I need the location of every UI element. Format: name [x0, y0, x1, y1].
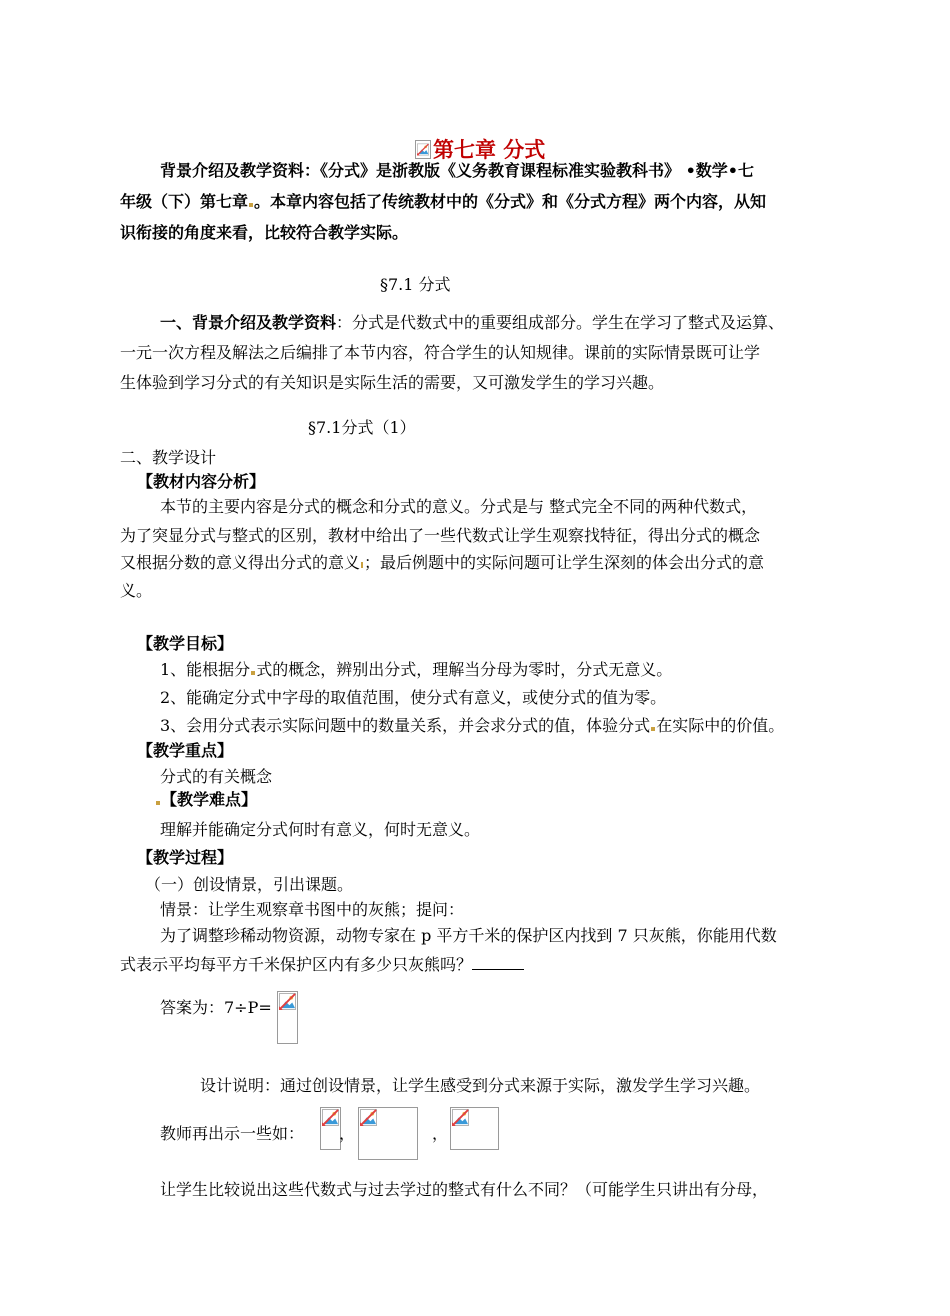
process-question-2 — [120, 955, 524, 975]
intro-line-2 — [120, 192, 766, 212]
key-point-text: 分式的有关概念 — [160, 767, 273, 786]
process-step-1: （一）创设情景，引出课题。 — [145, 875, 354, 894]
expression-image-placeholder — [450, 1107, 499, 1150]
intro-line-2b: 。本章内容包括了传统教材中的《分式》和《分式方程》两个内容，从知 — [254, 192, 767, 211]
chapter-title-text: 第七章 分式 — [433, 137, 546, 162]
difficulty-heading-text: 【教学难点】 — [161, 790, 258, 809]
section-heading-7-1: §7.1 分式 — [380, 275, 451, 294]
content-line-1: 本节的主要内容是分式的概念和分式的意义。分式是与 整式完全不同的两种代数式， — [160, 497, 758, 516]
marker-dot — [249, 203, 253, 207]
bg-label: 一、背景介绍及教学资料 — [160, 313, 337, 332]
fraction-image-placeholder — [277, 991, 298, 1044]
intro-line-1: 背景介绍及教学资料：《分式》是浙教版《义务教育课程标准实验教科书》 •数学•七 — [160, 161, 755, 180]
content-line-3b: ；最后例题中的实际问题可让学生深刻的体会出分式的意 — [364, 553, 765, 572]
separator-comma: ， — [432, 1124, 449, 1143]
marker-dot — [651, 727, 655, 731]
bg-line-3: 生体验到学习分式的有关知识是实际生活的需要，又可激发学生的学习兴趣。 — [120, 373, 665, 392]
intro-line-3: 识衔接的角度来看，比较符合教学实际。 — [120, 223, 409, 242]
expression-image-placeholder — [320, 1107, 341, 1150]
goal-item-3b: 在实际中的价值。 — [656, 716, 785, 735]
broken-image-icon — [415, 140, 431, 159]
goal-item-3 — [160, 716, 784, 736]
goal-item-3a: 3、会用分式表示实际问题中的数量关系，并会求分式的值，体验分式 — [160, 716, 651, 735]
compare-line: 让学生比较说出这些代数式与过去学过的整式有什么不同？（可能学生只讲出有分母， — [160, 1180, 769, 1199]
answer-blank — [472, 955, 524, 970]
marker-dot — [156, 801, 160, 805]
goal-item-1 — [160, 660, 672, 680]
marker-dot — [251, 671, 255, 675]
chapter-title — [415, 134, 545, 164]
goals-heading: 【教学目标】 — [137, 634, 234, 653]
design-heading: 二、教学设计 — [120, 448, 217, 467]
goal-item-1a: 1、能根据分 — [160, 660, 251, 679]
process-question-1: 为了调整珍稀动物资源，动物专家在 p 平方千米的保护区内找到 7 只灰熊，你能用代数 — [160, 926, 777, 945]
content-line-2: 为了突显分式与整式的区别，教材中给出了一些代数式让学生观察找特征，得出分式的概念 — [120, 526, 761, 545]
design-note: 设计说明：通过创设情景，让学生感受到分式来源于实际，激发学生学习兴趣。 — [200, 1076, 761, 1095]
bg-line-1-text: ：分式是代数式中的重要组成部分。学生在学习了整式及运算、 — [336, 313, 785, 332]
bg-line-1 — [160, 313, 784, 333]
section-heading-7-1-1: §7.1分式（1） — [308, 418, 416, 437]
process-heading: 【教学过程】 — [137, 848, 234, 867]
expression-image-placeholder — [358, 1107, 418, 1160]
content-line-4: 义。 — [120, 581, 153, 600]
content-analysis-heading: 【教材内容分析】 — [137, 472, 266, 491]
answer-line: 答案为：7÷P= — [160, 998, 272, 1017]
difficulty-text: 理解并能确定分式何时有意义，何时无意义。 — [160, 820, 481, 839]
goal-item-1b: 式的概念，辨别出分式，理解当分母为零时，分式无意义。 — [256, 660, 673, 679]
separator-comma: ， — [339, 1124, 356, 1143]
content-line-3 — [120, 553, 764, 573]
difficulty-heading — [155, 790, 257, 810]
marker-dot — [361, 562, 363, 568]
content-line-3a: 又根据分数的意义得出分式的意义 — [120, 553, 361, 572]
teacher-line: 教师再出示一些如： — [160, 1124, 305, 1143]
process-scene: 情景：让学生观察章书图中的灰熊；提问： — [160, 900, 465, 919]
bg-line-2: 一元一次方程及解法之后编排了本节内容，符合学生的认知规律。课前的实际情景既可让学 — [120, 343, 761, 362]
key-point-heading: 【教学重点】 — [137, 741, 234, 760]
process-question-2-text: 式表示平均每平方千米保护区内有多少只灰熊吗？ — [120, 955, 473, 974]
intro-line-2a: 年级（下）第七章 — [120, 192, 249, 211]
goal-item-2: 2、能确定分式中字母的取值范围，使分式有意义，或使分式的值为零。 — [160, 688, 667, 707]
